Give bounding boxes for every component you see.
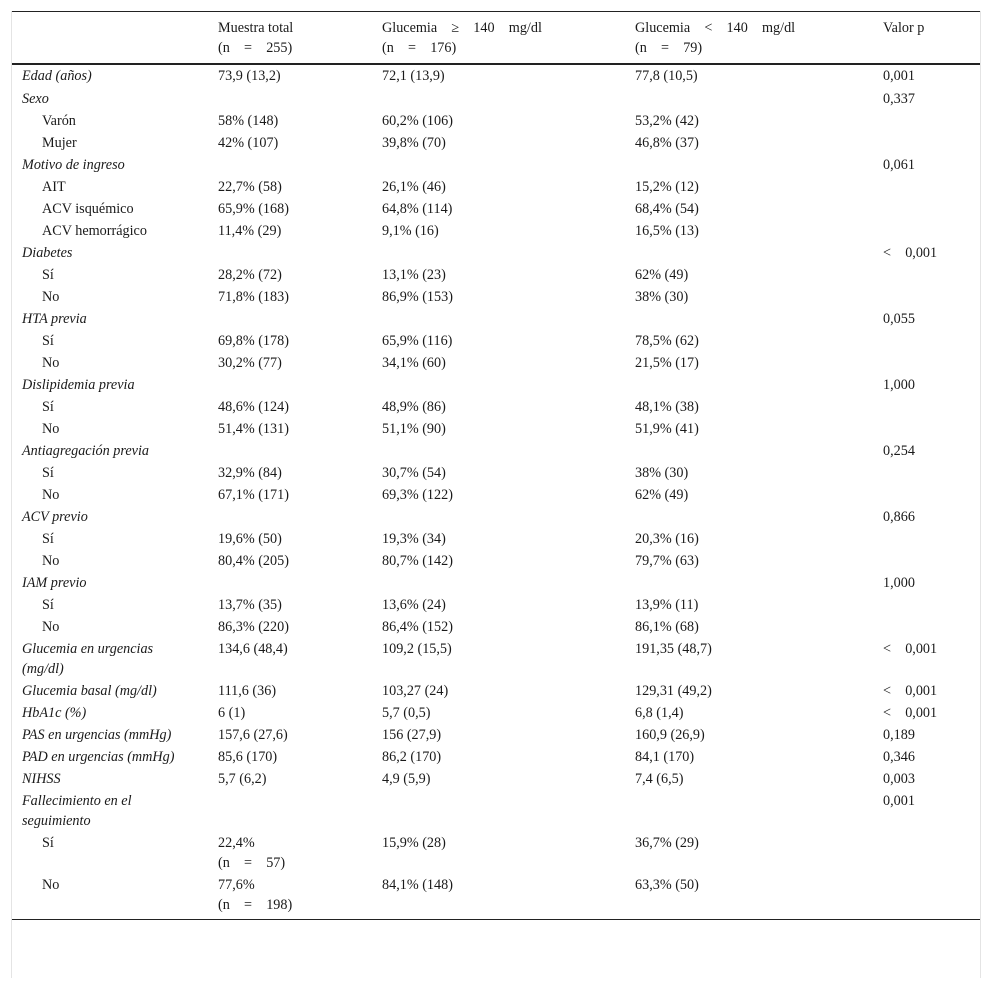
table-row [12, 746, 980, 768]
cell-low-glucose: 48,1% (38) [635, 399, 699, 415]
cell-pvalue: 0,061 [883, 157, 915, 173]
cell-low-glucose: 84,1 (170) [635, 749, 695, 765]
table-row [12, 768, 980, 790]
table-row [12, 572, 980, 594]
cell-low-glucose: 15,2% (12) [635, 179, 699, 195]
table-row [12, 308, 980, 330]
cell-total: 80,4% (205) [218, 553, 289, 569]
table-row [12, 874, 980, 920]
cell-low-glucose: 38% (30) [635, 289, 689, 305]
cell-total: 32,9% (84) [218, 465, 282, 481]
cell-high-glucose: 72,1 (13,9) [382, 68, 445, 84]
row-label: Mujer [42, 135, 77, 151]
cell-total: 67,1% (171) [218, 487, 289, 503]
cell-low-glucose: 51,9% (41) [635, 421, 699, 437]
table-body [12, 64, 980, 920]
cell-total: 22,4% (n = 57) [218, 835, 286, 871]
cell-total: 111,6 (36) [218, 683, 277, 699]
cell-low-glucose: 62% (49) [635, 487, 689, 503]
header-low-glucose [625, 12, 873, 65]
table-row [12, 702, 980, 724]
table-row [12, 264, 980, 286]
cell-low-glucose: 86,1% (68) [635, 619, 699, 635]
cell-pvalue [873, 528, 980, 550]
row-label: Dislipidemia previa [22, 377, 135, 393]
cell-pvalue: 0,866 [883, 509, 915, 525]
row-label: Sí [42, 267, 54, 283]
row-label: AIT [42, 179, 66, 195]
cell-low-glucose: 160,9 (26,9) [635, 727, 705, 743]
cell-high-glucose: 13,6% (24) [382, 597, 446, 613]
table-row [12, 418, 980, 440]
cell-low-glucose: 191,35 (48,7) [635, 641, 712, 657]
table-row [12, 286, 980, 308]
cell-low-glucose [625, 242, 873, 264]
cell-low-glucose: 78,5% (62) [635, 333, 699, 349]
header-variable [12, 12, 208, 65]
cell-pvalue: < 0,001 [883, 705, 938, 721]
table-row [12, 154, 980, 176]
cell-high-glucose [372, 308, 625, 330]
row-label: Varón [42, 113, 76, 129]
cell-pvalue [873, 832, 980, 874]
cell-low-glucose: 77,8 (10,5) [635, 68, 698, 84]
cell-total [208, 308, 372, 330]
table-row [12, 550, 980, 572]
cell-high-glucose [372, 572, 625, 594]
header-low-n: (n = 79) [635, 40, 703, 56]
cell-high-glucose [372, 87, 625, 110]
cell-high-glucose: 48,9% (86) [382, 399, 446, 415]
table-row [12, 198, 980, 220]
row-label: Sí [42, 835, 54, 851]
table-row [12, 132, 980, 154]
cell-high-glucose: 86,4% (152) [382, 619, 453, 635]
table-row [12, 110, 980, 132]
cell-high-glucose: 84,1% (148) [382, 877, 453, 893]
cell-total [208, 87, 372, 110]
cell-total: 157,6 (27,6) [218, 727, 288, 743]
row-label: Motivo de ingreso [22, 157, 125, 173]
row-label: No [42, 553, 60, 569]
cell-low-glucose: 6,8 (1,4) [635, 705, 684, 721]
cell-low-glucose: 20,3% (16) [635, 531, 699, 547]
row-label: Glucemia basal (mg/dl) [22, 683, 157, 699]
cell-pvalue [873, 132, 980, 154]
row-label: Glucemia en urgencias (mg/dl) [22, 641, 154, 677]
cell-pvalue: 0,346 [883, 749, 915, 765]
cell-low-glucose: 38% (30) [635, 465, 689, 481]
cell-total [208, 154, 372, 176]
table-container [11, 11, 981, 978]
cell-pvalue [873, 418, 980, 440]
table-row [12, 832, 980, 874]
cell-high-glucose: 30,7% (54) [382, 465, 446, 481]
table-row [12, 616, 980, 638]
table-row [12, 352, 980, 374]
row-label: No [42, 619, 60, 635]
cell-total: 5,7 (6,2) [218, 771, 267, 787]
cell-pvalue [873, 874, 980, 920]
cell-low-glucose: 62% (49) [635, 267, 689, 283]
cell-pvalue [873, 616, 980, 638]
cell-low-glucose: 68,4% (54) [635, 201, 699, 217]
table-row [12, 594, 980, 616]
cell-low-glucose [625, 506, 873, 528]
cell-total: 11,4% (29) [218, 223, 282, 239]
row-label: ACV isquémico [42, 201, 134, 217]
cell-low-glucose: 36,7% (29) [635, 835, 699, 851]
cell-low-glucose [625, 790, 873, 832]
cell-high-glucose: 156 (27,9) [382, 727, 442, 743]
cell-low-glucose: 63,3% (50) [635, 877, 699, 893]
cell-low-glucose: 13,9% (11) [635, 597, 699, 613]
table-row [12, 440, 980, 462]
row-label: ACV previo [22, 509, 88, 525]
cell-pvalue: < 0,001 [883, 683, 938, 699]
cell-high-glucose: 109,2 (15,5) [382, 641, 452, 657]
row-label: Sí [42, 333, 54, 349]
cell-pvalue [873, 110, 980, 132]
cell-high-glucose: 39,8% (70) [382, 135, 446, 151]
table-row [12, 220, 980, 242]
cell-high-glucose [372, 374, 625, 396]
row-label: Diabetes [22, 245, 73, 261]
cell-high-glucose [372, 440, 625, 462]
cell-pvalue: 0,001 [883, 68, 915, 84]
cell-pvalue [873, 396, 980, 418]
table-row [12, 242, 980, 264]
table-row [12, 790, 980, 832]
row-label: IAM previo [22, 575, 87, 591]
header-total-n: (n = 255) [218, 40, 293, 56]
header-pvalue: Valor p [873, 12, 980, 65]
row-label: HbA1c (%) [22, 705, 87, 721]
table-row [12, 528, 980, 550]
cell-total: 71,8% (183) [218, 289, 289, 305]
cell-pvalue: 1,000 [883, 575, 915, 591]
cell-total [208, 440, 372, 462]
data-table [12, 11, 980, 920]
table-row [12, 462, 980, 484]
cell-pvalue [873, 550, 980, 572]
cell-total [208, 572, 372, 594]
row-label: No [42, 355, 60, 371]
table-row [12, 396, 980, 418]
cell-pvalue: < 0,001 [883, 641, 938, 657]
table-row [12, 506, 980, 528]
cell-total: 65,9% (168) [218, 201, 289, 217]
row-label: Sí [42, 597, 54, 613]
cell-total: 30,2% (77) [218, 355, 282, 371]
table-row [12, 374, 980, 396]
cell-pvalue: 0,254 [883, 443, 915, 459]
cell-low-glucose: 21,5% (17) [635, 355, 699, 371]
cell-total: 22,7% (58) [218, 179, 282, 195]
cell-low-glucose: 79,7% (63) [635, 553, 699, 569]
cell-high-glucose: 86,2 (170) [382, 749, 442, 765]
cell-pvalue: 0,003 [883, 771, 915, 787]
cell-low-glucose: 16,5% (13) [635, 223, 699, 239]
cell-low-glucose [625, 154, 873, 176]
table-row [12, 680, 980, 702]
table-row [12, 64, 980, 87]
cell-pvalue [873, 286, 980, 308]
cell-pvalue [873, 176, 980, 198]
cell-high-glucose: 13,1% (23) [382, 267, 446, 283]
cell-high-glucose: 80,7% (142) [382, 553, 453, 569]
cell-high-glucose: 69,3% (122) [382, 487, 453, 503]
cell-total: 28,2% (72) [218, 267, 282, 283]
cell-pvalue [873, 484, 980, 506]
row-label: Antiagregación previa [22, 443, 150, 459]
cell-pvalue [873, 462, 980, 484]
cell-low-glucose [625, 572, 873, 594]
cell-low-glucose: 7,4 (6,5) [635, 771, 684, 787]
cell-pvalue: 0,055 [883, 311, 915, 327]
row-label: No [42, 289, 60, 305]
cell-total: 77,6% (n = 198) [218, 877, 293, 913]
table-row [12, 87, 980, 110]
cell-total [208, 374, 372, 396]
cell-total: 69,8% (178) [218, 333, 289, 349]
cell-high-glucose: 26,1% (46) [382, 179, 446, 195]
row-label: No [42, 421, 60, 437]
cell-total: 6 (1) [218, 705, 246, 721]
cell-total: 86,3% (220) [218, 619, 289, 635]
row-label: PAS en urgencias (mmHg) [22, 727, 172, 743]
row-label: Sí [42, 465, 54, 481]
cell-total [208, 506, 372, 528]
cell-low-glucose [625, 440, 873, 462]
cell-low-glucose: 46,8% (37) [635, 135, 699, 151]
cell-high-glucose: 86,9% (153) [382, 289, 453, 305]
cell-high-glucose: 4,9 (5,9) [382, 771, 431, 787]
row-label: Fallecimiento en el seguimiento [22, 793, 132, 829]
cell-low-glucose: 53,2% (42) [635, 113, 699, 129]
cell-pvalue [873, 594, 980, 616]
cell-pvalue [873, 220, 980, 242]
cell-high-glucose [372, 506, 625, 528]
cell-pvalue: 0,001 [883, 793, 915, 809]
cell-total: 73,9 (13,2) [218, 68, 281, 84]
cell-high-glucose: 103,27 (24) [382, 683, 449, 699]
header-total-label: Muestra total [218, 20, 294, 36]
row-label: ACV hemorrágico [42, 223, 147, 239]
table-row [12, 638, 980, 680]
table-header-row [12, 12, 980, 65]
cell-pvalue: 0,189 [883, 727, 915, 743]
header-low-label: Glucemia < 140 mg/dl [635, 20, 796, 36]
row-label: No [42, 487, 60, 503]
cell-total [208, 242, 372, 264]
table-row [12, 724, 980, 746]
row-label: PAD en urgencias (mmHg) [22, 749, 175, 765]
cell-total: 134,6 (48,4) [218, 641, 288, 657]
cell-high-glucose: 64,8% (114) [382, 201, 453, 217]
cell-pvalue: 1,000 [883, 377, 915, 393]
cell-pvalue [873, 264, 980, 286]
table-row [12, 330, 980, 352]
row-label: Edad (años) [22, 68, 92, 84]
cell-high-glucose: 65,9% (116) [382, 333, 453, 349]
row-label: HTA previa [22, 311, 87, 327]
cell-high-glucose [372, 790, 625, 832]
cell-high-glucose: 60,2% (106) [382, 113, 453, 129]
cell-high-glucose: 9,1% (16) [382, 223, 439, 239]
cell-high-glucose: 51,1% (90) [382, 421, 446, 437]
cell-low-glucose [625, 308, 873, 330]
table-row [12, 176, 980, 198]
cell-low-glucose [625, 374, 873, 396]
cell-high-glucose [372, 154, 625, 176]
cell-total: 85,6 (170) [218, 749, 278, 765]
cell-high-glucose: 34,1% (60) [382, 355, 446, 371]
header-high-label: Glucemia ≥ 140 mg/dl [382, 20, 542, 36]
cell-total: 48,6% (124) [218, 399, 289, 415]
cell-total: 51,4% (131) [218, 421, 289, 437]
row-label: Sí [42, 531, 54, 547]
row-label: Sexo [22, 91, 49, 107]
cell-total [208, 790, 372, 832]
header-high-glucose [372, 12, 625, 65]
cell-pvalue [873, 198, 980, 220]
cell-total: 42% (107) [218, 135, 279, 151]
cell-total: 58% (148) [218, 113, 279, 129]
cell-high-glucose: 15,9% (28) [382, 835, 446, 851]
cell-low-glucose: 129,31 (49,2) [635, 683, 712, 699]
cell-pvalue: 0,337 [883, 91, 915, 107]
row-label: No [42, 877, 60, 893]
cell-high-glucose [372, 242, 625, 264]
row-label: Sí [42, 399, 54, 415]
table-row [12, 484, 980, 506]
cell-high-glucose: 5,7 (0,5) [382, 705, 431, 721]
header-total [208, 12, 372, 65]
cell-pvalue: < 0,001 [883, 245, 938, 261]
cell-total: 13,7% (35) [218, 597, 282, 613]
header-high-n: (n = 176) [382, 40, 457, 56]
cell-pvalue [873, 330, 980, 352]
cell-low-glucose [625, 87, 873, 110]
cell-high-glucose: 19,3% (34) [382, 531, 446, 547]
cell-total: 19,6% (50) [218, 531, 282, 547]
row-label: NIHSS [22, 771, 61, 787]
cell-pvalue [873, 352, 980, 374]
